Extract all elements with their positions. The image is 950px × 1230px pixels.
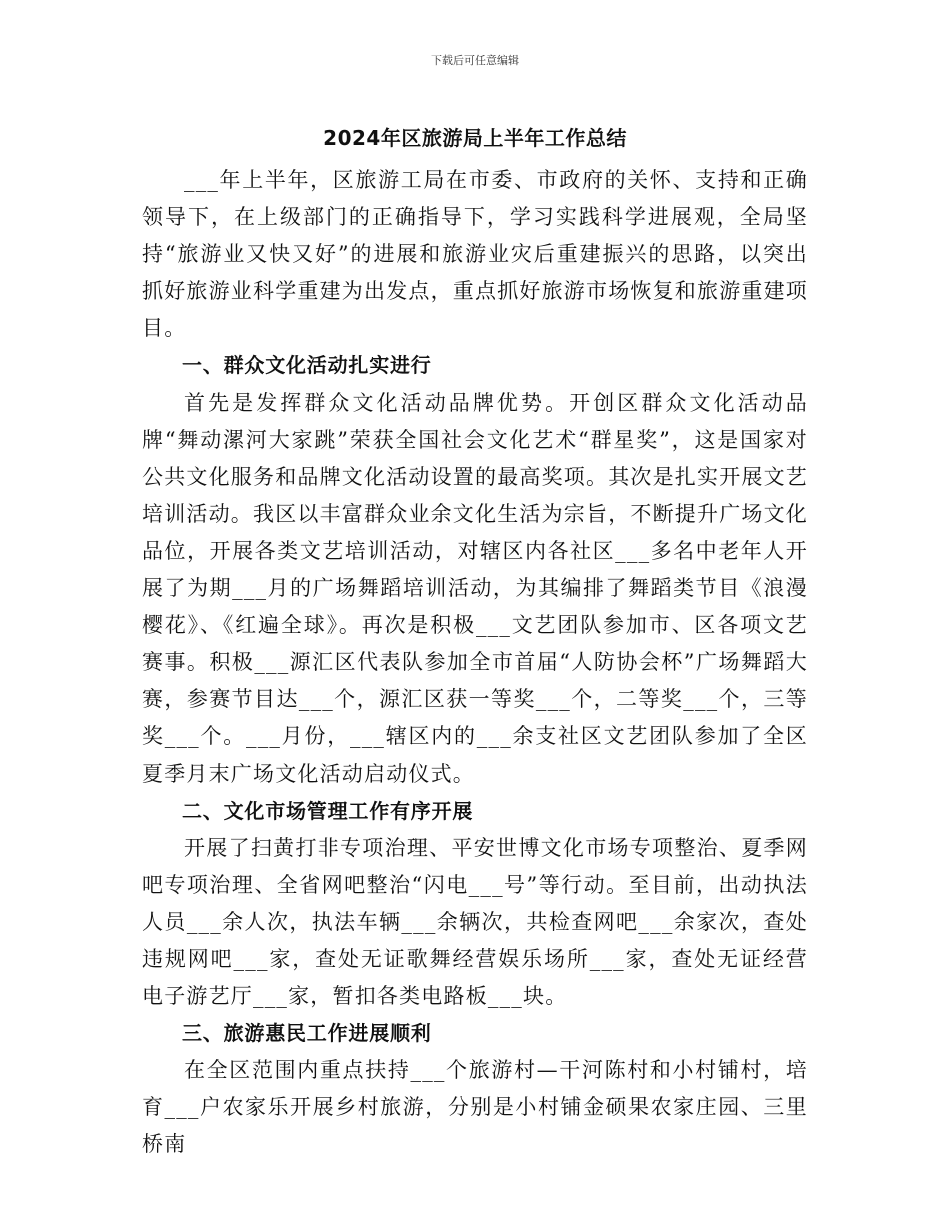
intro-paragraph: ___年上半年，区旅游工局在市委、市政府的关怀、支持和正确领导下，在上级部门的正确指导下，学习实践科学进展观，全局坚持“旅游业又快又好”的进展和旅游业灾后重建振兴的思路，以突出抓好旅游业科学重建为出发点，重点抓好旅游市场恢复和旅游重建项目。	[142, 168, 808, 341]
document-body	[142, 120, 808, 1164]
document-title: 2024年区旅游局上半年工作总结	[323, 126, 627, 150]
page-header-note: 下载后可任意编辑	[431, 54, 519, 67]
section-body-2: 开展了扫黄打非专项治理、平安世博文化市场专项整治、夏季网吧专项治理、全省网吧整治“闪电___号”等行动。至目前，出动执法人员___余人次，执法车辆___余辆次，共检查网吧___余家次，查处违规网吧___家，查处无证歌舞经营娱乐场所___家，查处无证经营电子游艺厅___家，暂扣各类电路板___块。	[142, 835, 808, 1009]
section-heading-3: 三、旅游惠民工作进展顺利	[182, 1021, 432, 1046]
section-body-3: 在全区范围内重点扶持___个旅游村—干河陈村和小村铺村，培育___户农家乐开展乡村旅游，分别是小村铺金硕果农家庄园、三里桥南	[142, 1058, 808, 1157]
section-heading-1: 一、群众文化活动扎实进行	[182, 353, 432, 378]
section-heading-2: 二、文化市场管理工作有序开展	[182, 798, 474, 823]
section-body-1: 首先是发挥群众文化活动品牌优势。开创区群众文化活动品牌“舞动漯河大家跳”荣获全国社会文化艺术“群星奖”，这是国家对公共文化服务和品牌文化活动设置的最高奖项。其次是扎实开展文艺培训活动。我区以丰富群众业余文化生活为宗旨，不断提升广场文化品位，开展各类文艺培训活动，对辖区内各社区___多名中老年人开展了为期___月的广场舞蹈培训活动，为其编排了舞蹈类节目《浪漫樱花》、《红遍全球》。再次是积极___文艺团队参加市、区各项文艺赛事。积极___源汇区代表队参加全市首届“人防协会杯”广场舞蹈大赛，参赛节目达___个，源汇区获一等奖___个，二等奖___个，三等奖___个。___月份，___辖区内的___余支社区文艺团队参加了全区夏季月末广场文化活动启动仪式。	[142, 390, 808, 786]
